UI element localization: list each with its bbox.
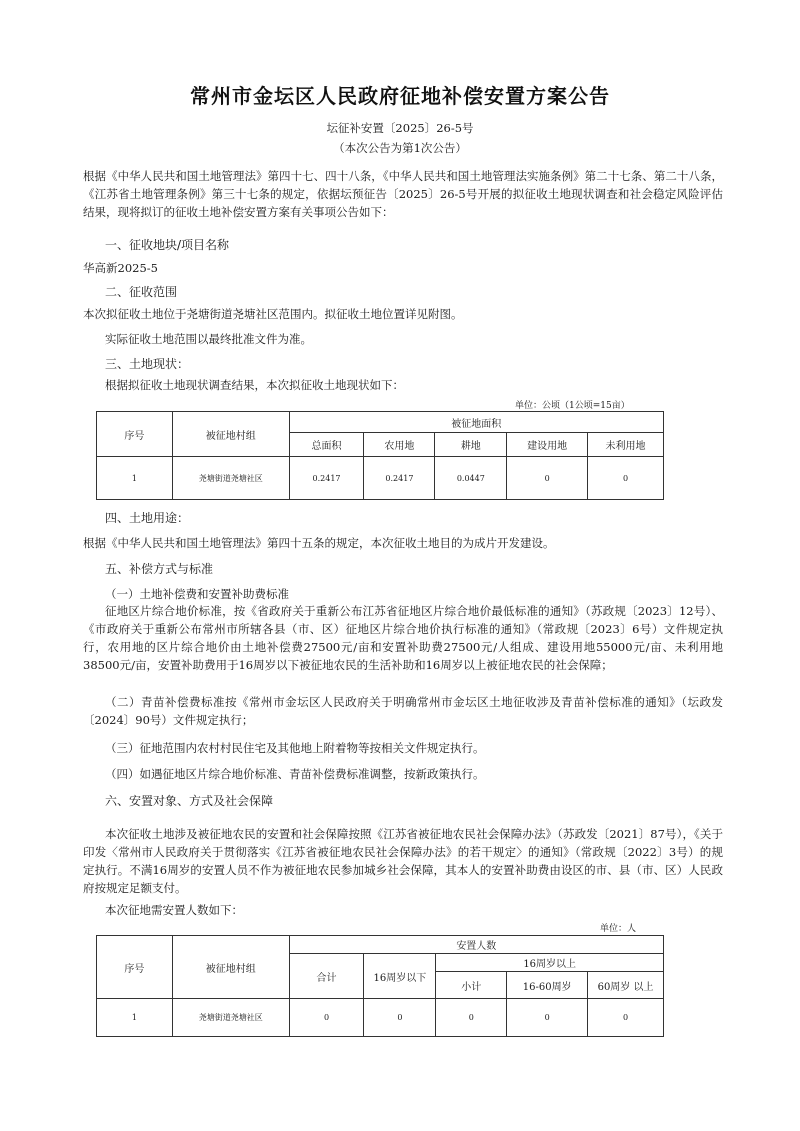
table-2-header-over16: 16周岁以上 — [436, 954, 664, 972]
table-1-header-arable: 耕地 — [435, 433, 507, 457]
table-2-cell-no: 1 — [97, 999, 173, 1037]
table-1-cell-farm: 0.2417 — [364, 457, 435, 500]
section-2-heading: 二、征收范围 — [105, 285, 178, 299]
table-2-header-subtotal: 小计 — [436, 972, 507, 999]
section-4-body: 根据《中华人民共和国土地管理法》第四十五条的规定，本次征收土地目的为成片开发建设。 — [83, 536, 555, 550]
table-1-header-farm: 农用地 — [364, 433, 435, 457]
intro-paragraph: 根据《中华人民共和国土地管理法》第四十七、四十八条，《中华人民共和国土地管理法实施条例》第二十七条、第二十八条，《江苏省土地管理条例》第三十七条的规定，依据坛预征告〔2025〕26-5号开展的拟征收土地现状调查和社会稳定风险评估结果，现将拟订的征收土地补偿安置方案有关事项公告如下： — [83, 169, 723, 219]
section-5-item-4: （四）如遇征地区片综合地价标准、青苗补偿费标准调整，按新政策执行。 — [105, 767, 485, 781]
section-2-paragraph-1: 本次拟征收土地位于尧塘街道尧塘社区范围内。拟征收土地位置详见附图。 — [83, 307, 463, 321]
section-5-item-2: （二）青苗补偿费标准按《常州市金坛区人民政府关于明确常州市金坛区土地征收涉及青苗补偿标准的通知》（坛政发〔2024〕90号）文件规定执行； — [83, 695, 723, 727]
notice-count: （本次公告为第1次公告） — [333, 141, 467, 155]
table-1-cell-construction: 0 — [507, 457, 588, 500]
document-number: 坛征补安置〔2025〕26-5号 — [326, 121, 474, 135]
table-1-header-area-group: 被征地面积 — [289, 412, 663, 433]
document-title: 常州市金坛区人民政府征地补偿安置方案公告 — [190, 84, 610, 108]
table-2-unit: 单位：人 — [600, 924, 637, 934]
resettlement-table — [96, 935, 664, 1037]
table-1-header-construction: 建设用地 — [507, 433, 588, 457]
table-2-header-under16: 16周岁以下 — [364, 954, 436, 999]
section-6-heading: 六、安置对象、方式及社会保障 — [105, 794, 274, 808]
table-1-header-total: 总面积 — [289, 433, 364, 457]
table-1-cell-village: 尧塘街道尧塘社区 — [172, 457, 289, 500]
table-1-cell-unused: 0 — [588, 457, 664, 500]
section-1-heading: 一、征收地块/项目名称 — [105, 238, 230, 252]
table-2-cell-under16: 0 — [364, 999, 436, 1037]
table-1-cell-arable: 0.0447 — [435, 457, 507, 500]
table-2-header-no: 序号 — [97, 936, 173, 999]
table-1-cell-total: 0.2417 — [289, 457, 364, 500]
section-5-item-1-body: 征地区片综合地价标准，按《省政府关于重新公布江苏省征地区片综合地价最低标准的通知》（苏政规〔2023〕12号）、《市政府关于重新公布常州市所辖各县（市、区）征地区片综合地价执行标准的通知》（常政规〔2023〕6号）文件规定执行，农用地的区片综合地价由土地补偿费27500元/亩和安置补助费27500元/人组成、建设用地55000元/亩、未利用地38500元/亩，安置补助费用于16周岁以下被征地农民的生活补助和16周岁以上被征地农民的社会保障； — [83, 604, 723, 672]
table-2-cell-total: 0 — [289, 999, 364, 1037]
table-1-unit: 单位：公顷（1公顷=15亩） — [515, 401, 630, 411]
section-3-heading: 三、土地现状： — [105, 357, 190, 371]
section-5-item-3: （三）征地范围内农村村民住宅及其他地上附着物等按相关文件规定执行。 — [105, 741, 485, 755]
section-3-body: 根据拟征收土地现状调查结果，本次拟征收土地现状如下： — [105, 378, 404, 392]
section-5-item-1-title: （一）土地补偿费和安置补助费标准 — [105, 587, 289, 601]
table-2-cell-subtotal: 0 — [436, 999, 507, 1037]
land-status-table — [96, 411, 664, 500]
section-2-paragraph-2: 实际征收土地范围以最终批准文件为准。 — [105, 332, 312, 346]
section-4-heading: 四、土地用途： — [105, 511, 190, 525]
section-6-paragraph-1: 本次征收土地涉及被征地农民的安置和社会保障按照《江苏省被征地农民社会保障办法》（苏政发〔2021〕87号），《关于印发〈常州市人民政府关于贯彻落实《江苏省被征地农民社会保障办法》的若干规定〉的通知》（常政规〔2022〕3号）的规定执行。不满16周岁的安置人员不作为被征地农民参加城乡社会保障，其本人的安置补助费由设区的市、县（市、区）人民政府按规定足额支付。 — [83, 827, 723, 895]
table-2-header-village: 被征地村组 — [172, 936, 289, 999]
table-2-cell-16-60: 0 — [507, 999, 588, 1037]
table-row — [97, 457, 664, 500]
table-1-cell-no: 1 — [97, 457, 173, 500]
table-2-cell-village: 尧塘街道尧塘社区 — [172, 999, 289, 1037]
table-1-header-unused: 未利用地 — [588, 433, 664, 457]
table-2-header-16-60: 16-60周岁 — [507, 972, 588, 999]
table-1-header-village: 被征地村组 — [172, 412, 289, 457]
table-1-header-no: 序号 — [97, 412, 173, 457]
table-2-header-group: 安置人数 — [289, 936, 663, 954]
table-2-header-60plus: 60周岁 以上 — [588, 972, 664, 999]
table-2-cell-60plus: 0 — [588, 999, 664, 1037]
table-2-header-total: 合计 — [289, 954, 364, 999]
table-row — [97, 999, 664, 1037]
section-6-paragraph-2: 本次征地需安置人数如下： — [105, 903, 243, 917]
section-1-body: 华高新2025-5 — [83, 261, 158, 275]
section-5-heading: 五、补偿方式与标准 — [105, 562, 214, 576]
